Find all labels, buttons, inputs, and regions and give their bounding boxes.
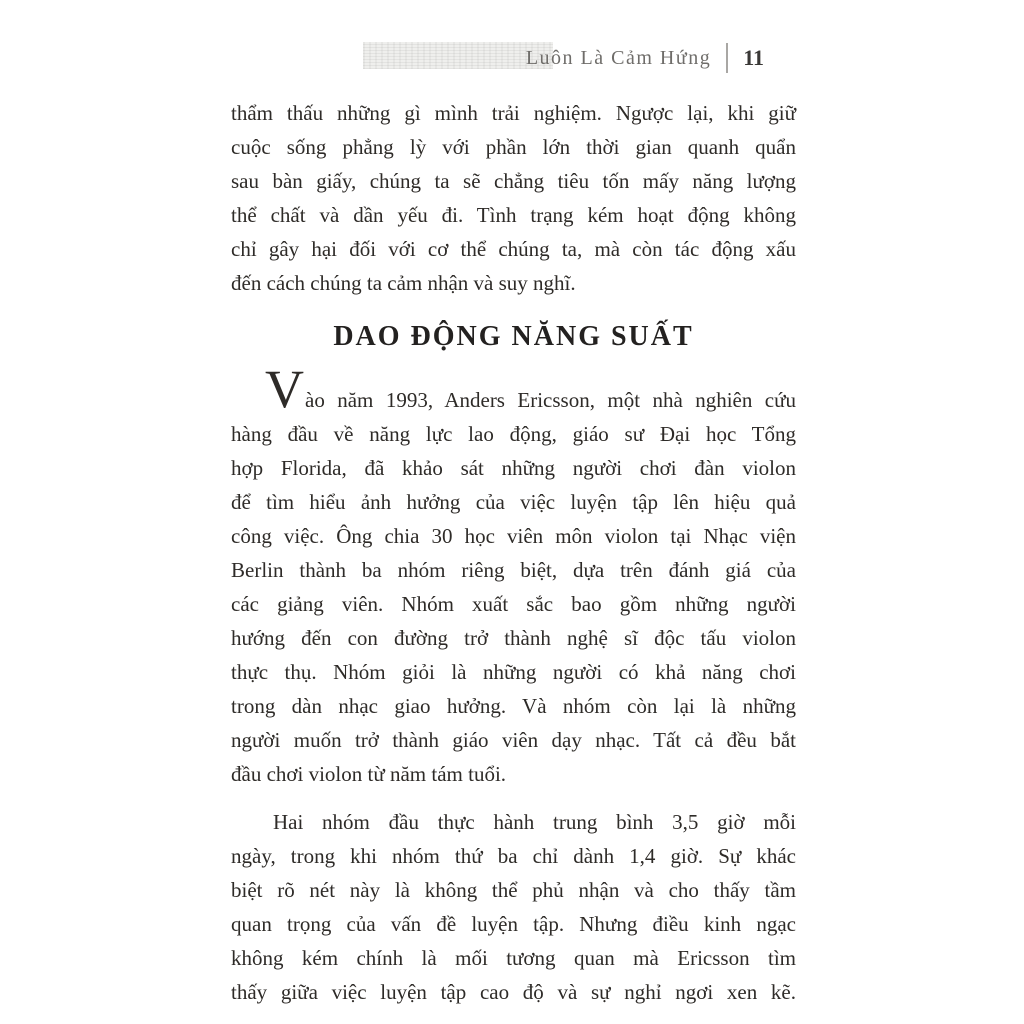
section-heading: DAO ĐỘNG NĂNG SUẤT — [333, 321, 694, 352]
text-line: Berlin thành ba nhóm riêng biệt, dựa trên đánh giá của — [231, 558, 796, 582]
text-line: thực thụ. Nhóm giỏi là những người có khả năng chơi — [231, 660, 796, 684]
text-line: trong dàn nhạc giao hưởng. Và nhóm còn lại là những — [231, 694, 796, 718]
paragraph-3 — [231, 805, 796, 1009]
text-line: biệt rõ nét này là không thể phủ nhận và cho thấy tầm — [231, 878, 796, 902]
drop-cap-initial: V — [265, 359, 304, 419]
scan-noise-artifact — [363, 42, 553, 69]
text-line: đến cách chúng ta cảm nhận và suy nghĩ. — [231, 271, 576, 295]
paragraph-1 — [231, 96, 796, 300]
header-divider — [726, 43, 728, 73]
text-line: Hai nhóm đầu thực hành trung bình 3,5 giờ mỗi — [273, 810, 796, 834]
text-line: sau bàn giấy, chúng ta sẽ chẳng tiêu tốn mấy năng lượng — [231, 169, 796, 193]
text-line: để tìm hiểu ảnh hưởng của việc luyện tập lên hiệu quả — [231, 490, 796, 514]
text-line: quan trọng của vấn đề luyện tập. Nhưng điều kinh ngạc — [231, 912, 796, 936]
text-line: thể chất và dần yếu đi. Tình trạng kém hoạt động không — [231, 203, 796, 227]
first-line-text: ào năm 1993, Anders Ericsson, một nhà nghiên cứu — [305, 388, 796, 412]
paragraph-2 — [231, 359, 796, 791]
text-line: các giảng viên. Nhóm xuất sắc bao gồm những người — [231, 592, 796, 616]
running-title: Luôn Là Cảm Hứng — [525, 46, 712, 69]
page-number: 11 — [743, 45, 764, 70]
text-line: cuộc sống phẳng lỳ với phần lớn thời gian quanh quẩn — [231, 135, 796, 159]
text-line: hướng đến con đường trở thành nghệ sĩ độc tấu violon — [231, 626, 796, 650]
text-line: đầu chơi violon từ năm tám tuổi. — [231, 762, 507, 786]
text-line: chỉ gây hại đối với cơ thể chúng ta, mà còn tác động xấu — [231, 237, 796, 261]
text-line — [231, 359, 796, 419]
text-line: hàng đầu về năng lực lao động, giáo sư Đại học Tổng — [231, 422, 796, 446]
text-line: thấy giữa việc luyện tập cao độ và sự nghỉ ngơi xen kẽ. — [231, 980, 796, 1004]
text-line: công việc. Ông chia 30 học viên môn violon tại Nhạc viện — [231, 524, 796, 548]
text-line: ngày, trong khi nhóm thứ ba chỉ dành 1,4 giờ. Sự khác — [231, 844, 796, 868]
text-line: người muốn trở thành giáo viên dạy nhạc. Tất cả đều bắt — [231, 728, 796, 752]
paragraph-2-lines — [231, 417, 796, 791]
text-line: hợp Florida, đã khảo sát những người chơi đàn violon — [231, 456, 796, 480]
text-line: thẩm thấu những gì mình trải nghiệm. Ngược lại, khi giữ — [231, 101, 796, 125]
content-column — [231, 96, 796, 1009]
text-line: không kém chính là mối tương quan mà Ericsson tìm — [231, 946, 796, 970]
page-header — [526, 40, 764, 76]
